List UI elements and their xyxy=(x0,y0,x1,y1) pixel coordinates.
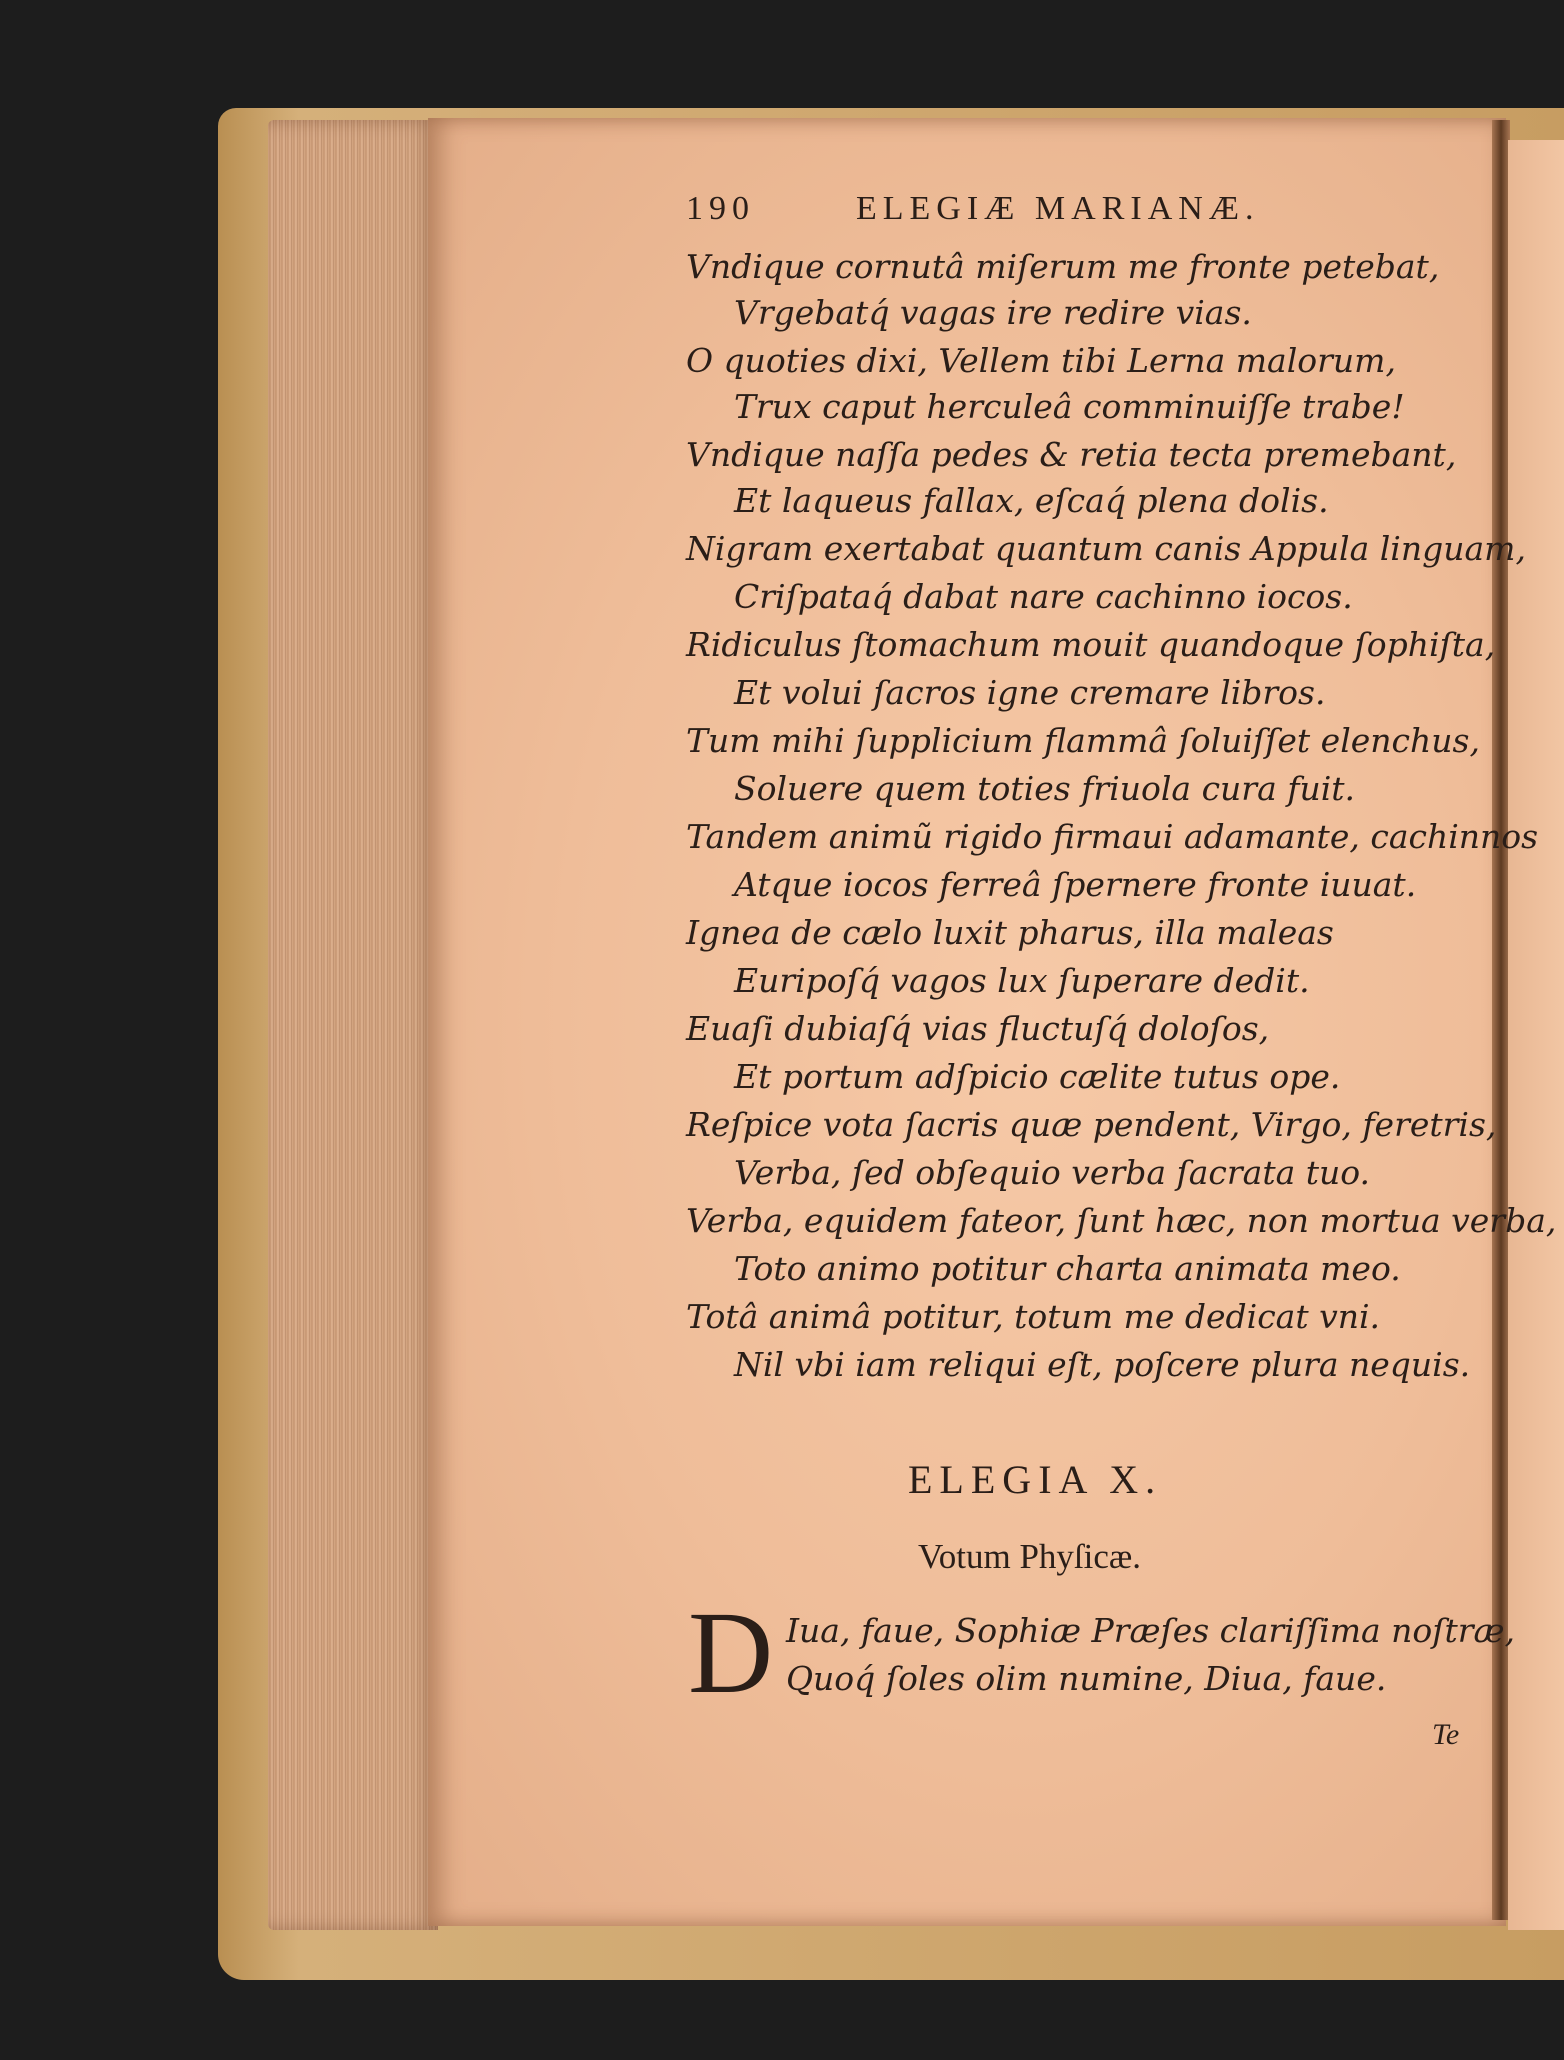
verse-line: Totâ animâ potitur, totum me dedicat vni. xyxy=(686,1297,1381,1336)
running-header xyxy=(686,190,1306,240)
running-title: ELEGIÆ MARIANÆ. xyxy=(856,190,1260,227)
verse-line: Vndique cornutâ miſerum me fronte petebat, xyxy=(686,247,1440,286)
verse-line: Et laqueus fallax, eſcaq́ plena dolis. xyxy=(734,481,1329,520)
verse-line: Vrgebatq́ vagas ire redire vias. xyxy=(734,293,1252,332)
verse-line: Verba, ſed obſequio verba ſacrata tuo. xyxy=(734,1153,1371,1192)
verse-line: Tandem animũ rigido firmaui adamante, cachinnos xyxy=(686,817,1539,856)
drop-cap: D xyxy=(688,1587,774,1718)
verse-line: Euaſi dubiaſq́ vias fluctuſq́ doloſos, xyxy=(686,1009,1270,1048)
verse-line: Trux caput herculeâ comminuiſſe trabe! xyxy=(734,387,1405,426)
section-subtitle: Votum Phyſicæ. xyxy=(918,1537,1142,1576)
section-heading: ELEGIA X. xyxy=(908,1457,1163,1502)
verse-line: Nil vbi iam reliqui eſt, poſcere plura nequis. xyxy=(734,1345,1471,1384)
verse-line: Criſpataq́ dabat nare cachinno iocos. xyxy=(734,577,1353,616)
verse-line: Ignea de cælo luxit pharus, illa maleas xyxy=(686,913,1334,952)
verse-line: Quoq́ ſoles olim numine, Diua, faue. xyxy=(786,1659,1387,1698)
verse-line: Vndique naſſa pedes & retia tecta premebant, xyxy=(686,435,1457,474)
catchword: Te xyxy=(1432,1718,1460,1751)
page-number: 190 xyxy=(686,190,755,227)
verse-line: Soluere quem toties friuola cura fuit. xyxy=(734,769,1356,808)
verse-line: Iua, faue, Sophiæ Præſes clariſſima noſtræ, xyxy=(786,1611,1516,1650)
verse-line: Nigram exertabat quantum canis Appula linguam, xyxy=(686,529,1526,568)
verse-line: Atque iocos ferreâ ſpernere fronte iuuat. xyxy=(734,865,1417,904)
verse-line: O quoties dixi, Vellem tibi Lerna malorum, xyxy=(686,341,1396,380)
verse-line: Ridiculus ſtomachum mouit quandoque ſophiſta, xyxy=(686,625,1496,664)
verse-line: Reſpice vota ſacris quæ pendent, Virgo, feretris, xyxy=(686,1105,1497,1144)
verse-line: Euripoſq́ vagos lux ſuperare dedit. xyxy=(734,961,1310,1000)
verse-line: Verba, equidem fateor, ſunt hæc, non mortua verba, xyxy=(686,1201,1557,1240)
verse-line: Toto animo potitur charta animata meo. xyxy=(734,1249,1401,1288)
verse-line: Et volui ſacros igne cremare libros. xyxy=(734,673,1326,712)
verse-line: Et portum adſpicio cælite tutus ope. xyxy=(734,1057,1341,1096)
verse-line: Tum mihi ſupplicium flammâ ſoluiſſet elenchus, xyxy=(686,721,1480,760)
